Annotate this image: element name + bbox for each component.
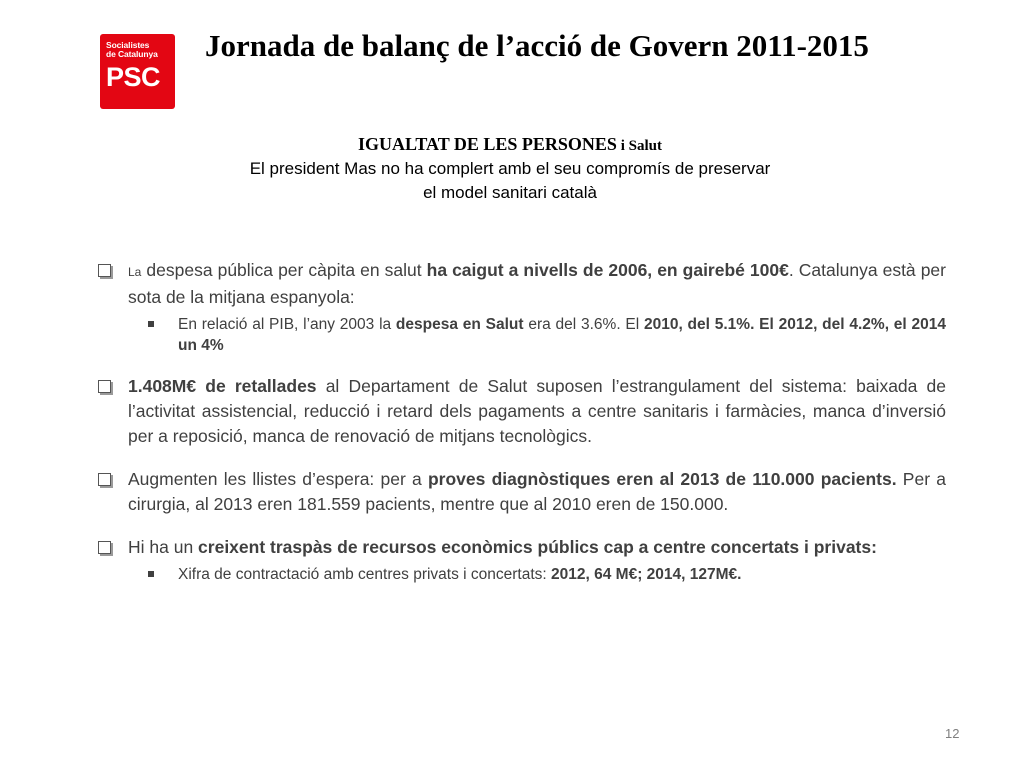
checkbox-bullet-icon	[98, 541, 111, 554]
bullet-list	[96, 258, 946, 585]
text-run: En relació al PIB, l’any 2003 la	[178, 316, 396, 333]
bullet-item	[96, 374, 946, 449]
bullet-text	[128, 374, 946, 449]
text-run: creixent traspàs de recursos econòmics públics cap a centre concertats i privats:	[198, 537, 877, 557]
logo-acronym: PSC	[106, 62, 161, 92]
checkbox-bullet-icon	[98, 264, 111, 277]
square-bullet-icon	[148, 321, 154, 327]
sub-bullet-item	[96, 564, 946, 585]
logo-line-1: Socialistes	[106, 40, 150, 50]
bullet-item	[96, 467, 946, 517]
text-run: . Catalunya està per sota de la mitjana espanyola:	[128, 260, 946, 307]
section-heading-main: IGUALTAT DE LES PERSONES	[358, 134, 617, 154]
text-run: era del 3.6%. El	[523, 316, 644, 333]
sub-bullet-item	[96, 314, 946, 356]
text-run: ha caigut a nivells de 2006, en gairebé 100€	[426, 260, 789, 280]
text-run: Per a cirurgia, al 2013 eren 181.559 pacients, mentre que al 2010 eren de 150.000.	[128, 469, 946, 514]
section-heading-suffix: i Salut	[616, 138, 662, 154]
psc-logo	[100, 34, 175, 109]
text-run: Xifra de contractació amb centres privats i concertats:	[178, 566, 552, 583]
sub-bullet-text	[178, 564, 946, 585]
text-run: La	[128, 265, 142, 279]
text-run: Hi ha un	[128, 537, 199, 557]
square-bullet-icon	[148, 571, 154, 577]
page-number: 12	[945, 726, 960, 741]
text-run: proves diagnòstiques eren al 2013 de 110.000 pacients.	[427, 469, 897, 489]
text-run: 1.408M€ de retallades	[128, 376, 317, 396]
slide-title: Jornada de balanç de l’acció de Govern 2011-2015	[205, 28, 869, 63]
logo-line-2: de Catalunya	[106, 49, 158, 59]
sub-bullet-text	[178, 314, 946, 356]
text-run: despesa en Salut	[395, 316, 524, 333]
bullet-item	[96, 535, 946, 585]
subtitle-line-1: El president Mas no ha complert amb el seu compromís de preservar	[249, 159, 771, 178]
section-heading	[160, 133, 860, 157]
slide-subtitle	[160, 133, 860, 205]
bullet-text	[128, 535, 946, 560]
subtitle-line-2: el model sanitari català	[423, 183, 597, 202]
checkbox-bullet-icon	[98, 380, 111, 393]
bullet-text	[128, 467, 946, 517]
checkbox-bullet-icon	[98, 473, 111, 486]
text-run: 2010, del 5.1%. El 2012, del 4.2%, el 2014 un 4%	[178, 316, 946, 354]
bullet-item	[96, 258, 946, 356]
text-run: Augmenten les llistes d’espera: per a	[128, 469, 428, 489]
text-run: al Departament de Salut suposen l’estrangulament del sistema: baixada de l’activitat assistencial, reducció i retard dels pagaments a centre sanitaris i farmàcies, manca d’inversió per a reposició, manca de renovació de mitjans tecnològics.	[128, 376, 946, 446]
text-run: despesa pública per càpita en salut	[141, 260, 427, 280]
bullet-text	[128, 258, 946, 310]
text-run: 2012, 64 M€; 2014, 127M€.	[551, 566, 742, 583]
